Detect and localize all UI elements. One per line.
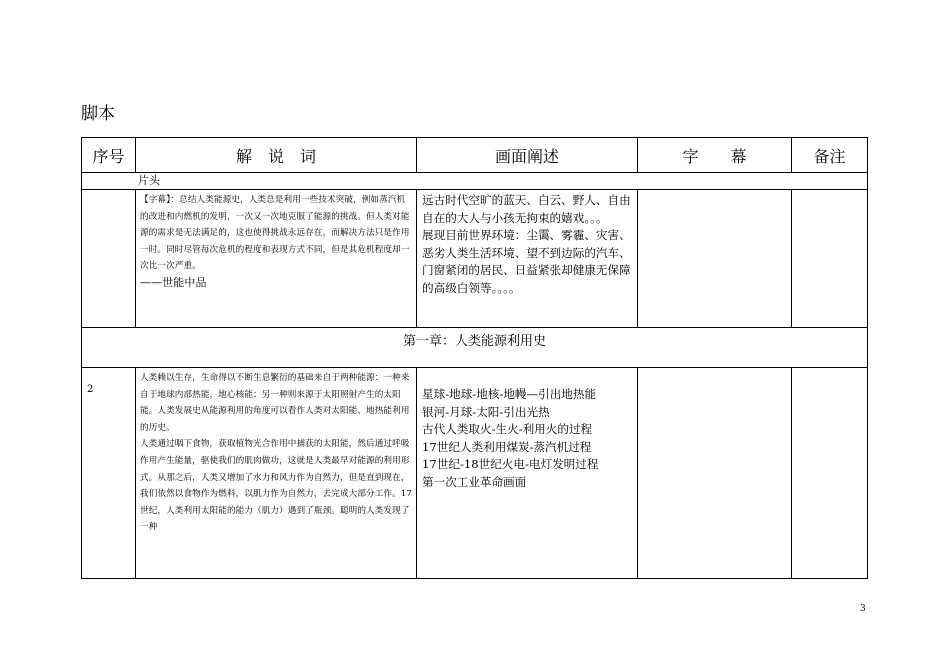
script-table xyxy=(81,137,868,579)
narration-signature: ——世能中品 xyxy=(140,275,207,289)
cell-seq: 2 xyxy=(82,368,136,579)
narration-paragraph: 【字幕】：总结人类能源史，人类总是利用一些技术突破，例如蒸汽机的改进和内燃机的发明，一次又一次地克服了能源的挑战。但人类对能源的需求是无法满足的，这也使得挑战永远存在，而解决方法只是作用一时。同时尽管每次危机的程度和表现方式不同，但是其危机程度却一次比一次严重。 xyxy=(140,195,410,272)
cell-caption xyxy=(638,368,792,579)
scene-line: 银河-月球-太阳-引出光热 xyxy=(422,404,550,419)
page-title: 脚本 xyxy=(81,104,115,124)
header-remark: 备注 xyxy=(792,138,868,173)
cell-caption xyxy=(638,190,792,328)
scene-paragraph: 远古时代空旷的蓝天、白云、野人、自由自在的大人与小孩无拘束的嬉戏。。。 xyxy=(422,193,631,225)
header-caption: 字 幕 xyxy=(638,138,792,173)
header-scene: 画面阐述 xyxy=(417,138,638,173)
segment-row xyxy=(82,173,868,190)
cell-remark xyxy=(792,190,868,328)
scene-line: 第一次工业革命画面 xyxy=(422,474,527,489)
cell-remark xyxy=(792,368,868,579)
scene-line: 17世纪人类利用煤炭-蒸汽机过程 xyxy=(422,439,592,454)
table-row xyxy=(82,190,868,328)
page-number: 3 xyxy=(860,604,866,614)
narration-paragraph: 人类赖以生存，生命得以不断生息繁衍的基础来自于两种能源：一种来自于地球内部热能，地心核能；另一种则来源于太阳照射产生的太阳能。人类发展史从能源利用的角度可以看作人类对太阳能、地热能利用的历史。 xyxy=(140,373,410,433)
header-seq: 序号 xyxy=(82,138,136,173)
table-row xyxy=(82,368,868,579)
cell-scene xyxy=(417,190,638,328)
scene-paragraph: 展现目前世界环境：尘霭、雾霾、灾害、恶劣人类生活环境、望不到边际的汽车、门窗紧闭的居民、日益紧张却健康无保障的高级白领等。。。。 xyxy=(422,228,631,295)
header-narration: 解 说 词 xyxy=(136,138,417,173)
scene-line: 古代人类取火-生火-利用火的过程 xyxy=(422,422,593,436)
header-row xyxy=(82,138,868,173)
scene-line: 17世纪-18世纪火电-电灯发明过程 xyxy=(422,457,599,471)
cell-seq xyxy=(82,190,136,328)
cell-narration xyxy=(136,368,417,579)
chapter-row xyxy=(82,328,868,368)
cell-scene xyxy=(417,368,638,579)
narration-paragraph: 人类通过咽下食物，获取植物光合作用中捕获的太阳能，然后通过呼吸作用产生能量，驱使我们的肌肉做功，这就是人类最早对能源的利用形式。从那之后，人类又增加了水力和风力作为自然力，但是直到现在，我们依然以食物作为燃料，以肌力作为自然力，去完成大部分工作。17世纪，人类利用太阳能的能力（肌力）遇到了瓶颈。聪明的人类发现了一种 xyxy=(140,439,412,533)
chapter-title: 第一章：人类能源利用史 xyxy=(82,328,868,368)
scene-line: 星球-地球-地核-地幔—引出地热能 xyxy=(422,387,597,401)
segment-label: 片头 xyxy=(82,173,868,190)
cell-narration xyxy=(136,190,417,328)
